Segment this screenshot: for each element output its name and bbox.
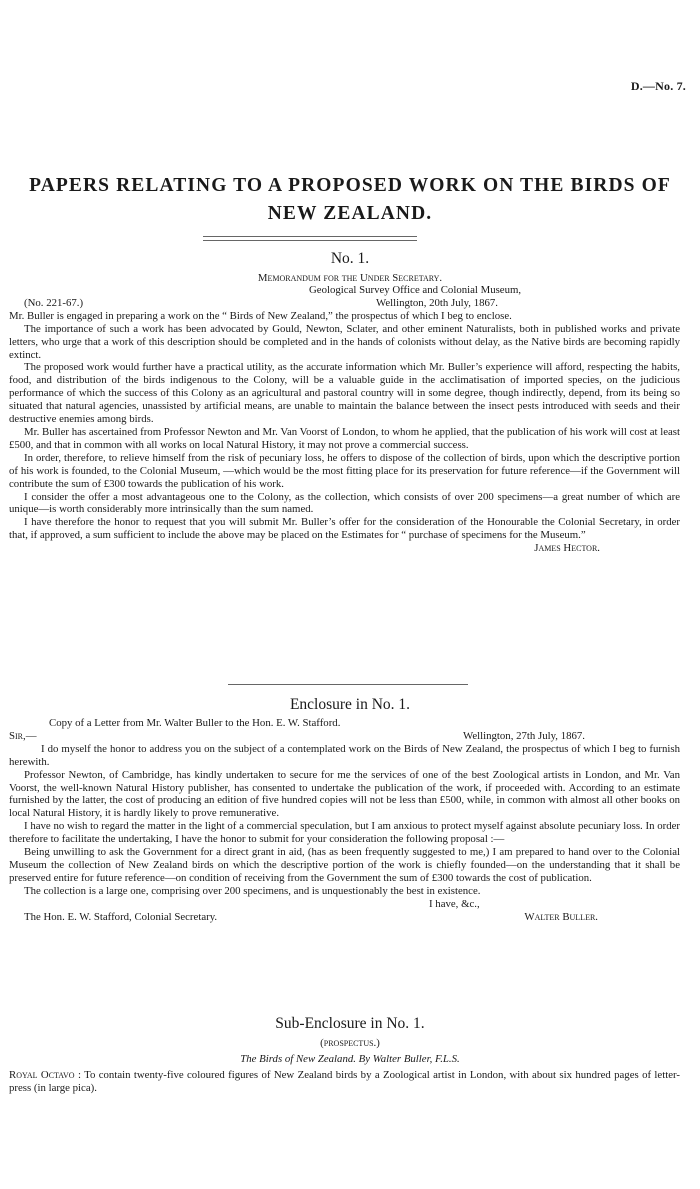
memo-number: No. 1.: [330, 250, 370, 267]
prospectus-text: To contain twenty-five coloured figures of New Zealand birds by a Zoological artist in London, with about six hundred pages of letter-press (in large pica).: [9, 1069, 680, 1094]
memo-office: Geological Survey Office and Colonial Museum,: [309, 284, 522, 296]
sub-enclosure-heading: Sub-Enclosure in No. 1.: [275, 1015, 425, 1032]
document-number: D.—No. 7.: [630, 79, 686, 93]
enclosure-place-date: Wellington, 27th July, 1867.: [463, 729, 585, 742]
enclosure-signature: Walter Buller.: [524, 910, 598, 923]
enclosure-paragraph: I have no wish to regard the matter in the light of a commercial speculation, but I am anxious to protect myself against absolute pecuniary loss. In order therefore to facilitate the undertaking, I have the honor to submit for your consideration the following proposal :—: [9, 820, 680, 846]
enclosure-paragraph: I do myself the honor to address you on the subject of a contemplated work on the Birds of New Zealand, the prospectus of which I beg to furnish herewith.: [9, 742, 680, 768]
document-title: [20, 172, 680, 228]
title-divider-top: [203, 236, 417, 237]
memo-paragraph: I consider the offer a most advantageous one to the Colony, as the collection, which consists of over 200 specimens—a great number of which are unique—is worth considerably more intrinsically than the sum named.: [9, 490, 680, 516]
prospectus-paragraph: [9, 1069, 680, 1095]
enclosure-paragraph: The collection is a large one, comprising over 200 specimens, and is unquestionably the best in existence.: [24, 884, 481, 897]
title-line-1: PAPERS RELATING TO A PROPOSED WORK ON THE BIRDS OF: [29, 175, 671, 196]
prospectus-book-title: The Birds of New Zealand. By Walter Buller, F.L.S.: [240, 1053, 460, 1065]
enclosure-sign-row: [9, 911, 680, 924]
memo-subtitle: Memorandum for the Under Secretary.: [257, 272, 443, 284]
memo-paragraph: Mr. Buller has ascertained from Professor Newton and Mr. Van Voorst of London, to whom he applied, that the publication of his work will cost at least £500, and that in common with all works on local Natural History, it may not prove a commercial success.: [9, 425, 680, 451]
enclosure-copy-line: Copy of a Letter from Mr. Walter Buller to the Hon. E. W. Stafford.: [49, 717, 341, 729]
section-divider: [228, 684, 468, 685]
memo-paragraph: Mr. Buller is engaged in preparing a work on the “ Birds of New Zealand,” the prospectus of which I beg to enclose.: [9, 309, 512, 322]
memo-body: [9, 284, 680, 555]
memo-place-date: Wellington, 20th July, 1867.: [376, 296, 498, 309]
title-divider-bottom: [203, 240, 417, 241]
enclosure-salutation: Sir,—: [9, 729, 37, 742]
enclosure-heading: Enclosure in No. 1.: [289, 696, 411, 713]
memo-paragraph: I have therefore the honor to request that you will submit Mr. Buller’s offer for the consideration of the Honourable the Colonial Secretary, in order that, if approved, a sum sufficient to include the above may be placed on the Estimates for “ purchase of specimens for the Museum.”: [9, 516, 680, 542]
prospectus-body: [9, 1069, 680, 1095]
memo-signature: James Hector.: [534, 542, 600, 555]
memo-paragraph: The importance of such a work has been advocated by Gould, Newton, Sclater, and other eminent Naturalists, both in published works and private letters, who urge that a work of this description should be completed and in the hands of colonists without delay, as the Native birds are becoming rapidly extinct.: [9, 322, 680, 361]
memo-ref: (No. 221-67.): [24, 296, 84, 309]
enclosure-paragraph: Professor Newton, of Cambridge, has kindly undertaken to secure for me the services of one of the best Zoological artists in London, and Mr. Van Voorst, the well-known Natural History publisher, has consented to undertake the publication of the work, if proceeded with. According to an estimate furnished by the latter, the cost of producing an edition of five hundred copies will not be less than £500, while, in common with almost all other books on local Natural History, it is hardly likely to prove remunerative.: [9, 768, 680, 820]
memo-paragraph: The proposed work would further have a practical utility, as the accurate information which Mr. Buller’s experience will afford, respecting the habits, food, and distribution of the birds indigenous to the Colony, will be a valuable guide in the acclimatisation of imported species, on the judicious performance of which the success of this Colony as an agricultural and pastoral country will in some degree, though indirectly, depend, from its being so situated that natural agencies, unassisted by artificial means, are unable to maintain the balance between the insect pests introduced with seeds and their destructive enemies among birds.: [9, 361, 680, 426]
title-line-2: NEW ZEALAND.: [267, 203, 433, 224]
enclosure-salutation-row: [9, 730, 680, 743]
enclosure-closing: I have, &c.,: [429, 897, 480, 910]
prospectus-lead: Royal Octavo :: [9, 1069, 81, 1081]
enclosure-paragraph: Being unwilling to ask the Government for a direct grant in aid, (has as been frequently suggested to me,) I am prepared to hand over to the Colonial Museum the collection of New Zealand birds on which the descriptive portion of the work is chiefly founded—on the understanding that it shall be preserved entire for future reference—on condition of receiving from the Government the sum of £300 towards the cost of publication.: [9, 846, 680, 884]
sub-enclosure-label: (prospectus.): [320, 1037, 380, 1049]
memo-paragraph: In order, therefore, to relieve himself from the risk of pecuniary loss, he offers to dispose of the collection of birds, upon which the descriptive portion of his work is founded, to the Colonial Museum, —which would be the most fitting place for its preservation for future reference—if the Government will contribute the sum of £300 towards the publication of his work.: [9, 451, 680, 490]
enclosure-addressee: The Hon. E. W. Stafford, Colonial Secretary.: [24, 910, 218, 923]
enclosure-body: [9, 717, 680, 924]
memo-ref-row: [9, 297, 680, 310]
